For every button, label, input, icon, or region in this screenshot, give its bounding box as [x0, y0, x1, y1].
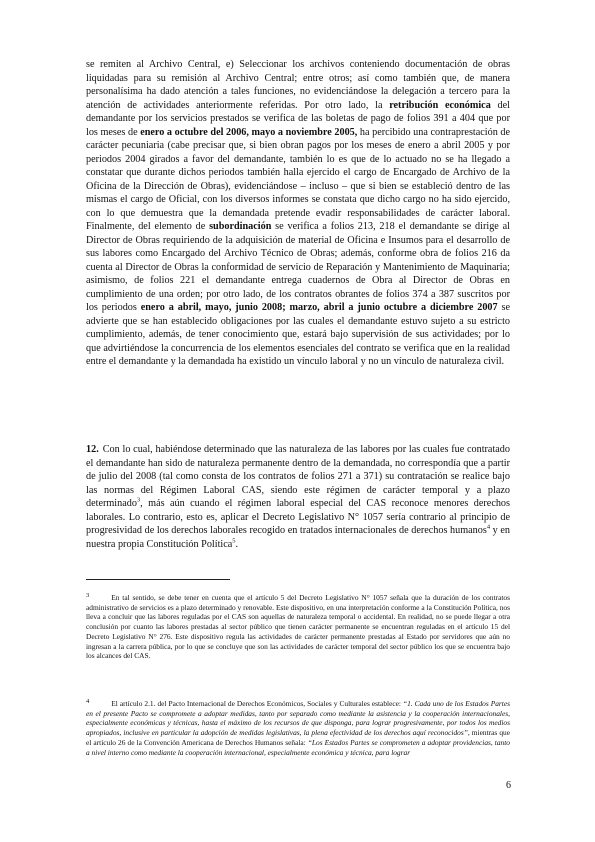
text-run: se verifica a folios 213, 218 el demandante se dirige al Director de Obras requiriendo de la adquisición de material de Oficina e Insumos para el desarrollo de sus labores como Encargado del Archivo Técnico de Obras; además, conforme obra de folios 216 da cuenta al Director de Obras la conformidad de servicio de Reparación y Mantenimiento de Maquinaria; asimismo, de folios 221 el demandante entrega cuadernos de Obra al Director de Obras en cumplimiento de una orden; por otro lado, de los contratos obrantes de folios 374 a 387 suscritos por los periodos	[86, 221, 510, 313]
bold-text-contract-periods: enero a abril, mayo, junio 2008; marzo, abril a junio octubre a diciembre 2007	[140, 302, 498, 313]
footnote-ref-3[interactable]: 3	[136, 496, 141, 504]
footnote-quote: “1. Cada uno de los Estados Partes en el presente Pacto se compromete a adoptar medidas, tanto por separado como mediante la asistencia y la cooperación internacionales, especialmente económicas y técnicas, hasta el máximo de los recursos de que disponga, para lograr progresivamente, por todos los medios apropiados, inclusive en particular la adopción de medidas legislativas, la plena efectividad de los derechos aquí reconocidos”	[86, 699, 510, 738]
bold-text-retribucion: retribución económica	[389, 99, 491, 111]
paragraph-text	[86, 443, 510, 551]
body-paragraph-11	[86, 58, 510, 369]
text-run: Con lo cual, habiéndose determinado que las naturaleza de las labores por las cuales fue contratado el demandante han sido de naturaleza permanente dentro de la demandada, no correspondía que a partir de julio del 2008 (tal como consta de los contratos de folios 271 a 371) su contratación se realice bajo las normas del Régimen Laboral CAS, siendo este régimen de carácter temporal y a plazo determinado	[86, 444, 510, 509]
text-run: ha percibido una contraprestación de carácter pecuniaria (cabe precisar que, si bien obran pagos por los meses de enero a abril 2005 y por periodos 2004 girados a favor del demandante, también lo es que de lo actuado no se ha llegado a constatar que durante dichos periodos también halla ejercido el cargo de Encargado de Archivo de la Oficina de la Dirección de Obras), evidenciándose – incluso – que si bien se estableció dentro de las mismas el cargo de Oficial, con los diversos informes se constata que dicho cargo no ha sido ejercido, con lo que demuestra que la demandada pretende evadir responsabilidades de carácter laboral. Finalmente, del elemento de	[86, 126, 511, 232]
bold-text-periods: enero a octubre del 2006, mayo a noviembre 2005,	[140, 126, 358, 138]
text-run: , más aún cuando el régimen laboral especial del CAS reconoce menores derechos laborales. Lo contrario, esto es, aplicar el Decreto Legislativo N° 1057 sería contrario al principio de progresividad de los derechos laborales recogido en tratados internacionales de derechos humanos	[86, 498, 510, 536]
footnote-ref-4[interactable]: 4	[486, 523, 491, 531]
footnote-text: En tal sentido, se debe tener en cuenta que el artículo 5 del Decreto Legislativo N° 1057 señala que la duración de los contratos administrativo de servicios es a plazo determinado y renovable. Este dispositivo, en una interpretación conforme a la Constitución Política, nos lleva a concluir que las labores reguladas por el CAS son aquellas de naturaleza temporal o accidental. En realidad, no se puede llegar a otra conclusión por cuanto las labores prestadas al sector público que tienen carácter permanente se encuentran reguladas en el artículo 15 del Decreto Legislativo N° 276. Este dispositivo regula las actividades de carácter permanente prestadas al Estado por servidores que aún no ingresan a la carrera pública, por lo que se concluye que son las actividades de carácter temporal del sector público los que se encuentra bajo los alcances del CAS.	[86, 593, 510, 661]
footnote-mark: 3	[86, 591, 90, 599]
footnote-ref-5[interactable]: 5	[232, 537, 236, 545]
bold-text-subordinacion: subordinación	[209, 221, 272, 232]
text-run: del demandante por los servicios prestados se verifica de las boletas de pago de folios 391 a 404 que por los meses de	[86, 99, 510, 138]
body-paragraph-12	[86, 443, 510, 551]
text-run: .	[235, 538, 239, 550]
footnote-text: El artículo 2.1. del Pacto Internacional de Derechos Económicos, Sociales y Culturales establece:	[111, 699, 403, 708]
footnote-4	[86, 699, 510, 757]
footnote-quote: “Los Estados Partes se comprometen a adoptar providencias, tanto a nivel interno como mediante la cooperación internacional, especialmente económica y técnica, para lograr	[86, 737, 510, 757]
paragraph-number: 12.	[86, 444, 99, 455]
text-run: se advierte que se han establecido obligaciones por las cuales el demandante estuvo sujeto a su estricto cumplimiento, además, de tener conocimiento que, estará bajo supervisión de sus actividades; por lo que advirtiéndose la concurrencia de los elementos esenciales del contrato se verifica que en la realidad entre el demandante y la demandada ha existido un vínculo laboral y no un vínculo de naturaleza civil.	[86, 302, 510, 367]
footnote-3	[86, 593, 510, 661]
footnote-text: , mientras que el artículo 26 de la Convención Americana de Derechos Humanos señala:	[86, 728, 510, 747]
footnote-mark: 4	[86, 697, 90, 705]
page-number: 6	[506, 780, 511, 791]
text-run: y en nuestra propia Constitución Política	[86, 525, 510, 550]
footnote-separator	[86, 579, 230, 580]
text-run: se remiten al Archivo Central, e) Seleccionar los archivos conteniendo documentación de obras liquidadas para su remisión al Archivo Central; entre otros; así como también que, de manera personalísima ha dado atención a tales funciones, no evidenciándose la delegación a tercero para la atención de actividades anteriormente referidas. Por otro lado, la	[86, 59, 510, 111]
paragraph-text	[86, 58, 510, 369]
